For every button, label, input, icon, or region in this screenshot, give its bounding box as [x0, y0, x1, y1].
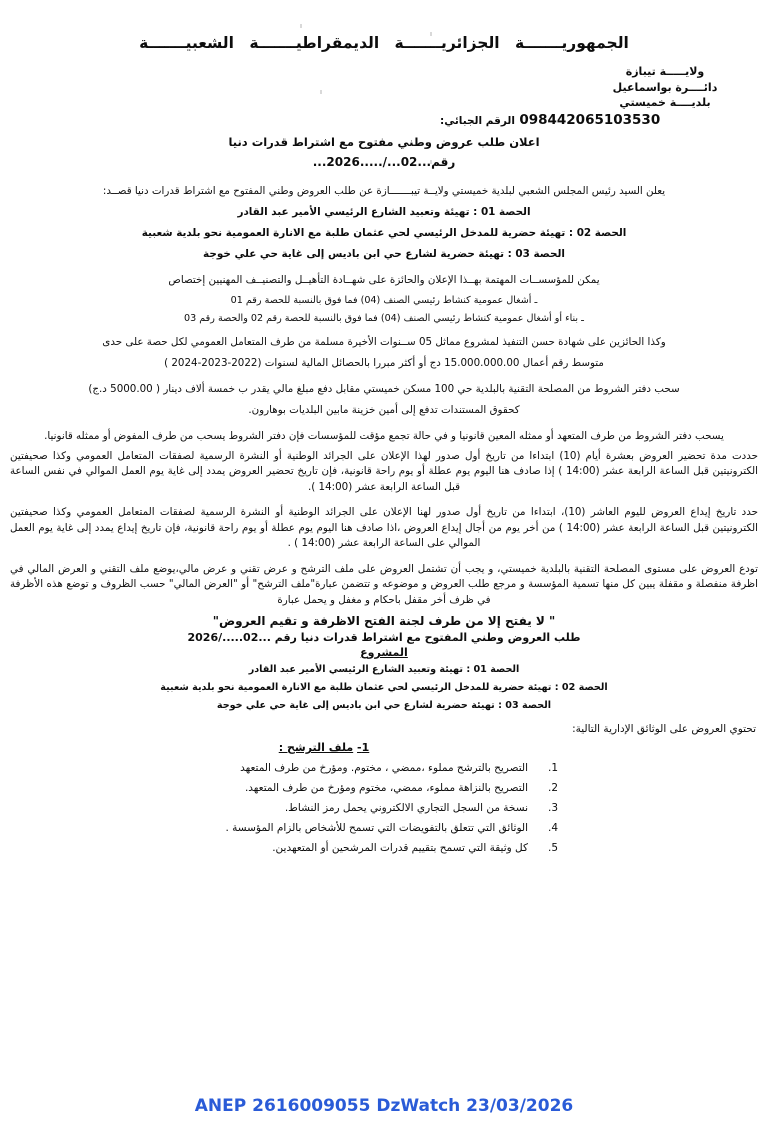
- list-item-label: الوثائق التي تتعلق بالتفويضات التي تسمح للأشخاص بالزام المؤسسة .: [225, 822, 528, 834]
- deposit-paragraph: حدد تاريخ إيداع العروض لليوم العاشر (10)، ابتداءا من تاريخ أول صدور لهنا الإعلان على الجرائد الوطنية أو النشرة الرسمية لصفقات المتعامل العمومي وكذا صحيفتين الكترونيتين قبل الساعة الرابعة عشر (14:00 ) من أخر يوم من أجال إيداع العروض ،اذا صادف هنا اليوم يوم عطلة أو يوم راحة قانونية، فإن تاريخ إيداع يمدد إلى غاية يوم العمل الموالي على الساعة الرابعة عشر (14:00 ) .: [10, 506, 758, 549]
- list-item-label: كل وثيقة التي تسمح بتقييم قدرات المرشحين أو المتعهدين.: [272, 842, 528, 854]
- project-lot-1: الحصة 01 : تهيئة وتعبيد الشارع الرئيسي الأمير عبد القادر: [248, 664, 520, 675]
- eligibility-intro: يمكن للمؤسســات المهتمة بهــذا الإعلان والحائزة على شهــادة التأهيــل والتصنيــف المهنيين إختصاص: [168, 273, 600, 286]
- list-item: [10, 798, 558, 818]
- lot-item-3: الحصة 03 : تهيئة حضرية لشارع حي ابن باديس إلى غاية حي علي خوجة: [203, 247, 565, 260]
- envelope-paragraph: تودع العروض على مستوى المصلحة التقنية بالبلدية خميستي، و يجب أن تشتمل العروض على ملف الترشح و عرض تقني و عرض مالي،يوضع ملف التقني و العرض المالي في اظرفة منفصلة و مقفلة يبين كل منها تسمية المؤسسة و مرجع طلب العروض و موضوعه و تتضمن عبارة"ملف الترشح" أو "العرض المالي" حسب الظروف و توضع هذه الأظرفة في ظرف أخر مقفل باحكام و مغفل و يحمل عبارة: [10, 562, 758, 606]
- tax-id-line: [440, 112, 740, 128]
- scan-speck: [320, 90, 322, 94]
- list-item-label: التصريح بالترشح مملوء ،ممضي ، مختوم. ومؤرخ من طرف المتعهد: [240, 762, 528, 774]
- tender-reference-line: طلب العروض وطني المفتوح مع اشتراط قدرات دنيا رقم ...02...../2026: [187, 631, 581, 644]
- project-lot-2: الحصة 02 : تهيئة حضرية للمدخل الرئيسي لحي عثمان طلبة مع الانارة العمومية نحو بلدية شعبية: [160, 682, 608, 693]
- candidacy-section-heading: [10, 741, 758, 754]
- wilaya-label: ولايـــــة تيبازة: [625, 65, 705, 78]
- list-item-label: نسخة من السجل التجاري الالكتروني يحمل رمز النشاط.: [284, 802, 528, 814]
- preparation-paragraph: حددت مدة تحضير العروض بعشرة أيام (10) ابتداءا من تاريخ أول صدور لهذا الإعلان على الجرائد الوطنية أو النشرة الرسمية لصفقات المتعامل العمومي وكذا صحيفتين الكترونيتين قبل الساعة الرابعة عشر (14:00 ) إذا صادف هنا اليوم يوم عطلة أو يوم راحة قانونية، فإن تاريخ تحضير العروض يمدد إلى غاية يوم العمل الموالي في نفس الساعة قبل الساعة الرابعة عشر (14:00 ).: [10, 449, 758, 493]
- title-line-1: اعلان طلب عروض وطني مفتوح مع اشتراط قدرات دنيا: [228, 135, 540, 149]
- scan-speck: [300, 24, 302, 28]
- list-item: [10, 778, 558, 798]
- page-title: [0, 132, 768, 172]
- list-item: [10, 818, 558, 838]
- anep-footer: ANEP 2616009055 DzWatch 23/03/2026: [194, 1096, 574, 1116]
- tax-id-label: الرقم الجبائي:: [440, 115, 515, 127]
- list-item-index: 5.: [547, 842, 558, 854]
- list-item-index: 1.: [547, 762, 558, 774]
- project-lot-3: الحصة 03 : تهيئة حضرية لشارع حي ابن باديس إلى غاية حي علي خوجة: [216, 700, 552, 711]
- experience-paragraph: وكذا الحائزين على شهادة حسن التنفيذ لمشروع مماثل 05 ســنوات الأخيرة مسلمة من طرف المتعامل العمومي لكل حصة على حدى: [102, 336, 666, 348]
- list-item: [10, 758, 558, 778]
- withdraw-paragraph: سحب دفتر الشروط من المصلحة التقنية بالبلدية حي 100 مسكن خميستي مقابل دفع مبلغ مالي يقدر ب خمسة ألاف دينار ( 5000.00 د.ج): [88, 383, 680, 395]
- lot-item-2: الحصة 02 : تهيئة حضرية للمدخل الرئيسي لحي عثمان طلبة مع الانارة العمومية نحو بلدية شعبية: [141, 226, 627, 239]
- candidacy-section-title: ملف الترشح :: [278, 741, 354, 754]
- lot-item-1: الحصة 01 : تهيئة وتعبيد الشارع الرئيسي الأمير عبد القادر: [237, 205, 531, 218]
- title-reference-number: رقم...02.../.....2026...: [312, 155, 456, 169]
- sealed-envelope-notice: " لا يفتح إلا من طرف لجنة الفتح الاظرفة و تقيم العروض": [212, 614, 556, 628]
- tax-id-value: 098442065103530: [519, 112, 661, 128]
- candidacy-section-number: 1-: [357, 741, 370, 754]
- list-item-index: 4.: [547, 822, 558, 834]
- list-item-label: التصريح بالنزاهة مملوء، ممضي، مختوم ومؤرخ من طرف المتعهد.: [244, 782, 528, 794]
- document-body: [10, 184, 758, 858]
- eligibility-item-1: ـ أشغال عمومية كنشاط رئيسي الصنف (04) فما فوق بالنسبة للحصة رقم 01: [230, 295, 538, 306]
- baladia-label: بلديــــة خميستي: [619, 96, 711, 109]
- list-item: [10, 838, 558, 858]
- project-label: المشروع: [360, 646, 408, 659]
- list-item-index: 2.: [547, 782, 558, 794]
- list-item-index: 3.: [547, 802, 558, 814]
- receipt-line: كحقوق المستندات تدفع إلى أمين خزينة مابين البلديات بوهارون.: [248, 403, 520, 416]
- republic-title: الجمهوريـــــــة الجزائريـــــــة الديمقراطيـــــــة الشعبيـــــــة: [139, 34, 629, 52]
- intro-paragraph: يعلن السيد رئيس المجلس الشعبي لبلدية خميستي ولايــة تيبـــــــازة عن طلب العروض وطني المفتوح مع اشتراط قدرات دنيا قصــد:: [102, 185, 666, 197]
- documents-intro: تحتوي العروض على الوثائق الإدارية التالية:: [572, 723, 756, 735]
- daira-label: دائــــرة بواسماعيل: [612, 80, 718, 94]
- candidacy-document-list: [10, 758, 758, 858]
- withdraw-by-paragraph: يسحب دفتر الشروط من طرف المتعهد أو ممثله المعين قانونيا و في حالة تجمع مؤقت للمؤسسات فإن دفتر الشروط يسحب من طرف المفوض أو ممثله قانونيا.: [44, 430, 724, 442]
- authority-header-block: [590, 64, 740, 111]
- eligibility-item-2: ـ بناء أو أشغال عمومية كنشاط رئيسي الصنف (04) فما فوق بالنسبة للحصة رقم 02 والحصة رقم 03: [184, 313, 584, 324]
- turnover-line: متوسط رقم أعمال 15.000.000.00 دج أو أكثر مبررا بالحصائل المالية لسنوات (2022-2023-2024 ): [164, 356, 604, 369]
